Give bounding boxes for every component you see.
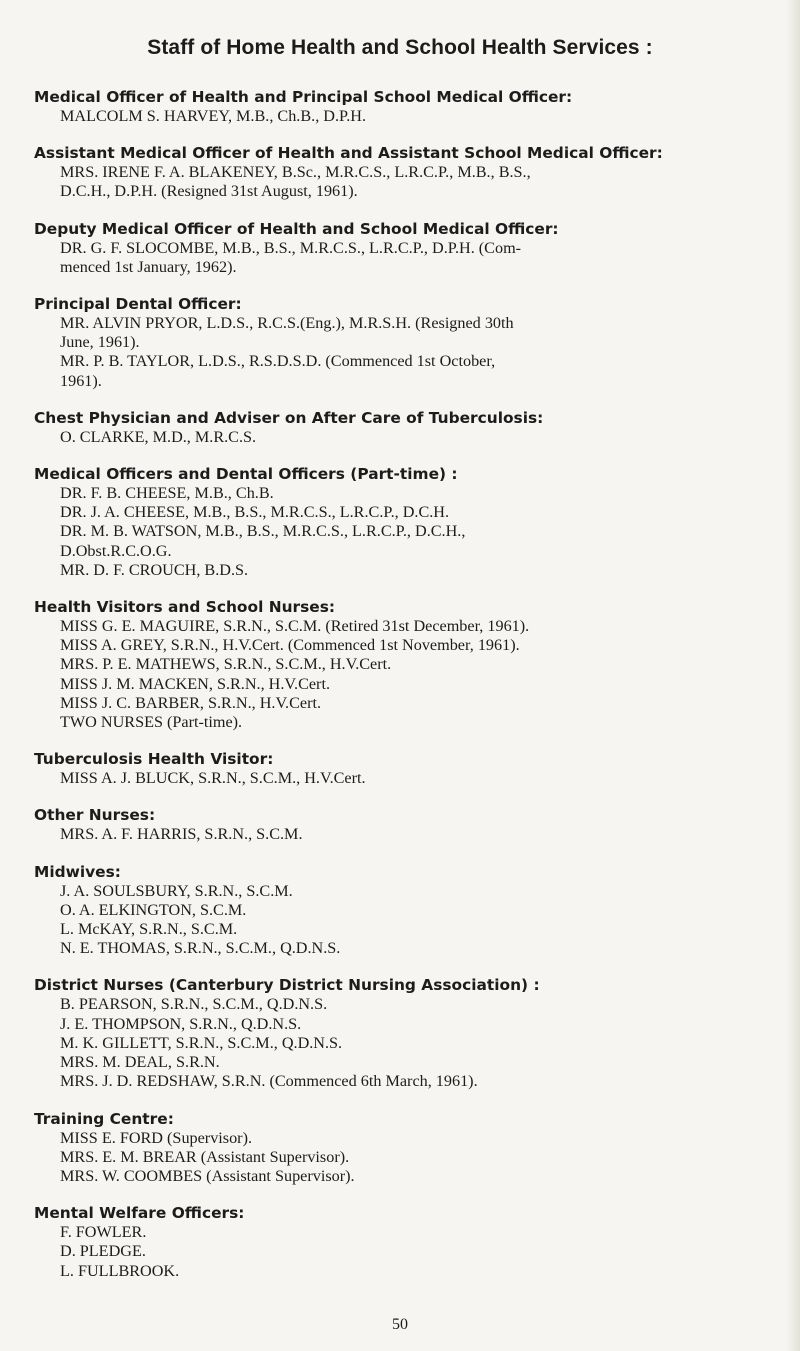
entry-line: MALCOLM S. HARVEY, M.B., Ch.B., D.P.H. (60, 107, 367, 125)
staff-entry (34, 314, 774, 352)
entry-line: MISS G. E. MAGUIRE, S.R.N., S.C.M. (Retired 31st December, 1961). (60, 617, 530, 636)
section-heading: Tuberculosis Health Visitor: (34, 750, 274, 769)
page-number: 50 (392, 1316, 408, 1333)
entry-line: DR. J. A. CHEESE, M.B., B.S., M.R.C.S., L.R.C.P., D.C.H. (60, 503, 450, 522)
entry-line: MISS J. C. BARBER, S.R.N., H.V.Cert. (60, 693, 322, 712)
entry-line: B. PEARSON, S.R.N., S.C.M., Q.D.N.S. (60, 995, 328, 1014)
staff-entry (34, 1223, 774, 1242)
staff-entry (34, 694, 774, 713)
entry-line: MRS. IRENE F. A. BLAKENEY, B.Sc., M.R.C.S., L.R.C.P., M.B., B.S., (60, 163, 531, 182)
staff-section (34, 976, 774, 1091)
entry-line: MRS. J. D. REDSHAW, S.R.N. (Commenced 6th March, 1961). (60, 1072, 478, 1091)
staff-section (34, 806, 774, 844)
staff-entry (34, 1034, 774, 1053)
entry-line: MRS. W. COOMBES (Assistant Supervisor). (60, 1166, 355, 1185)
staff-section (34, 144, 774, 201)
staff-entry (34, 1129, 774, 1148)
staff-entry (34, 825, 774, 844)
entry-line: O. CLARKE, M.D., M.R.C.S. (60, 427, 257, 446)
staff-entry (34, 1262, 774, 1281)
section-heading: District Nurses (Canterbury District Nursing Association) : (34, 976, 540, 995)
entry-line: MISS J. M. MACKEN, S.R.N., H.V.Cert. (60, 674, 330, 693)
entry-line: MR. ALVIN PRYOR, L.D.S., R.C.S.(Eng.), M.R.S.H. (Resigned 30th (60, 314, 514, 333)
staff-section (34, 295, 774, 391)
entry-line: D. PLEDGE. (60, 1242, 146, 1261)
entry-line: O. A. ELKINGTON, S.C.M. (60, 900, 247, 919)
section-heading: Mental Welfare Officers: (34, 1204, 245, 1223)
staff-entry (34, 239, 774, 277)
staff-section (34, 750, 774, 788)
entry-line: MRS. P. E. MATHEWS, S.R.N., S.C.M., H.V.Cert. (60, 655, 392, 674)
entry-line: L. FULLBROOK. (60, 1261, 180, 1280)
staff-section (34, 465, 774, 580)
section-heading: Health Visitors and School Nurses: (34, 598, 336, 617)
staff-section (34, 1110, 774, 1187)
entry-line: MRS. M. DEAL, S.R.N. (60, 1053, 220, 1072)
staff-section (34, 598, 774, 732)
entry-line: MISS A. GREY, S.R.N., H.V.Cert. (Commenced 1st November, 1961). (60, 636, 520, 655)
section-heading: Medical Officers and Dental Officers (Part-time) : (34, 465, 458, 484)
staff-entry (34, 636, 774, 655)
staff-entry (34, 655, 774, 674)
staff-entry (34, 769, 774, 788)
entry-line: N. E. THOMAS, S.R.N., S.C.M., Q.D.N.S. (60, 939, 341, 958)
section-heading: Medical Officer of Health and Principal School Medical Officer: (34, 88, 573, 106)
staff-entry (34, 1242, 774, 1261)
entry-line: MR. D. F. CROUCH, B.D.S. (60, 560, 249, 579)
staff-entry (34, 503, 774, 522)
entry-line: MRS. E. M. BREAR (Assistant Supervisor). (60, 1147, 350, 1166)
staff-entry (34, 484, 774, 503)
entry-continuation-line: D.Obst.R.C.O.G. (60, 541, 172, 560)
staff-entry (34, 939, 774, 958)
entry-line: L. McKAY, S.R.N., S.C.M. (60, 920, 238, 939)
entry-continuation-line: D.C.H., D.P.H. (Resigned 31st August, 1961). (60, 182, 358, 201)
page-title: Staff of Home Health and School Health Services : (147, 36, 653, 59)
section-heading: Training Centre: (34, 1109, 174, 1128)
entry-continuation-line: 1961). (60, 371, 102, 390)
staff-section (34, 863, 774, 959)
entry-line: MISS A. J. BLUCK, S.R.N., S.C.M., H.V.Cert. (60, 769, 366, 788)
entry-line: MR. P. B. TAYLOR, L.D.S., R.S.D.S.D. (Commenced 1st October, (60, 352, 496, 371)
staff-entry (34, 163, 774, 201)
staff-entry (34, 901, 774, 920)
staff-section (34, 88, 774, 126)
staff-entry (34, 1053, 774, 1072)
staff-entry (34, 1148, 774, 1167)
staff-section (34, 409, 774, 447)
section-heading: Midwives: (34, 862, 121, 881)
entry-line: J. A. SOULSBURY, S.R.N., S.C.M. (60, 881, 293, 900)
staff-section (34, 1204, 774, 1281)
staff-entry (34, 1072, 774, 1091)
staff-entry (34, 1167, 774, 1186)
entry-line: DR. G. F. SLOCOMBE, M.B., B.S., M.R.C.S., L.R.C.P., D.P.H. (Com- (60, 238, 522, 257)
staff-section (34, 220, 774, 277)
staff-entry (34, 522, 774, 560)
staff-entry (34, 882, 774, 901)
staff-entry (34, 428, 774, 447)
staff-entry (34, 107, 774, 126)
entry-continuation-line: June, 1961). (60, 333, 140, 352)
page-edge-shadow (786, 0, 800, 1351)
entry-line: M. K. GILLETT, S.R.N., S.C.M., Q.D.N.S. (60, 1033, 343, 1052)
staff-entry (34, 617, 774, 636)
staff-entry (34, 675, 774, 694)
staff-entry (34, 561, 774, 580)
staff-entry (34, 995, 774, 1014)
staff-entry (34, 713, 774, 732)
staff-entry (34, 920, 774, 939)
entry-line: J. E. THOMPSON, S.R.N., Q.D.N.S. (60, 1014, 302, 1033)
staff-entry (34, 1015, 774, 1034)
entry-line: F. FOWLER. (60, 1223, 147, 1242)
staff-list (34, 88, 774, 1299)
section-heading: Chest Physician and Adviser on After Care of Tuberculosis: (34, 408, 544, 427)
entry-line: MISS E. FORD (Supervisor). (60, 1128, 253, 1147)
entry-line: MRS. A. F. HARRIS, S.R.N., S.C.M. (60, 825, 303, 844)
entry-line: DR. M. B. WATSON, M.B., B.S., M.R.C.S., L.R.C.P., D.C.H., (60, 522, 466, 541)
section-heading: Assistant Medical Officer of Health and Assistant School Medical Officer: (34, 144, 663, 163)
entry-line: TWO NURSES (Part-time). (60, 713, 243, 732)
staff-entry (34, 352, 774, 390)
entry-line: DR. F. B. CHEESE, M.B., Ch.B. (60, 484, 274, 503)
section-heading: Principal Dental Officer: (34, 295, 242, 314)
entry-continuation-line: menced 1st January, 1962). (60, 257, 237, 276)
section-heading: Other Nurses: (34, 806, 156, 825)
section-heading: Deputy Medical Officer of Health and School Medical Officer: (34, 219, 559, 238)
